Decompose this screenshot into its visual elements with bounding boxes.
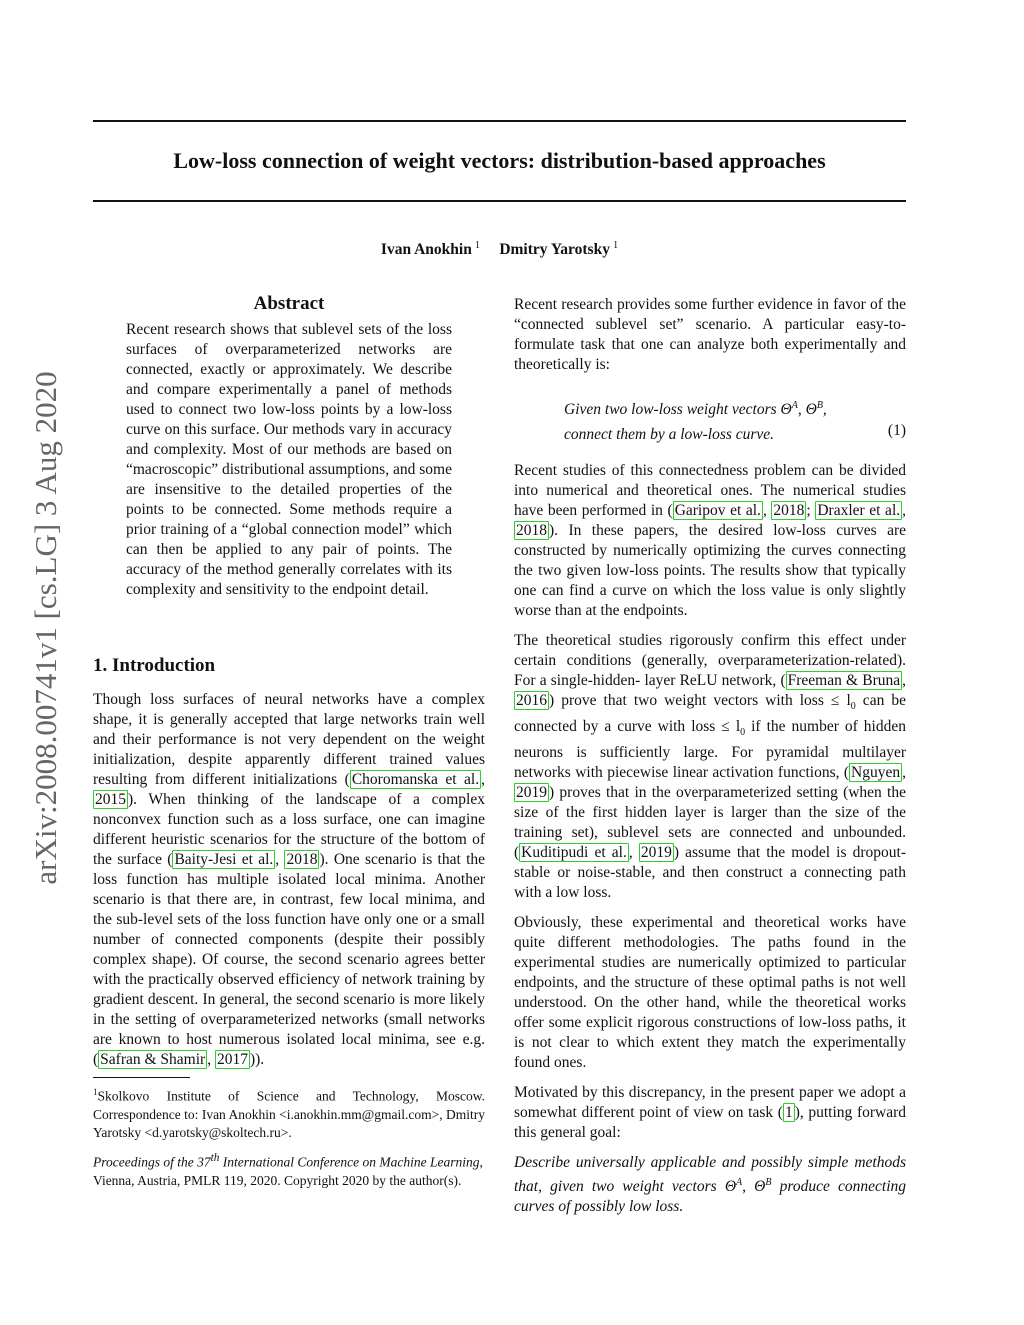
problem-line-2: connect them by a low-loss curve. bbox=[564, 426, 775, 444]
author-name: Ivan Anokhin bbox=[380, 241, 472, 259]
goal-statement: Describe universally applicable and possibly simple methods that, given two weight vectors $\Theta^A$, $\Theta^B$ produce connecting curves of possibly low loss. bbox=[514, 1154, 906, 1216]
arxiv-id: arXiv:2008.00741v1 [cs.LG] 3 Aug 2020 bbox=[28, 371, 63, 885]
equation-number: (1) bbox=[887, 422, 906, 439]
citation-link[interactable]: Nguyen bbox=[851, 764, 901, 782]
author-list bbox=[93, 235, 906, 261]
paragraph: Motivated by this discrepancy, in the present paper we adopt a somewhat different point of view on task ( 1 ), putting forward this general goal: bbox=[514, 1084, 906, 1142]
citation-year-link[interactable]: 2016 bbox=[516, 692, 547, 709]
footnote-rule bbox=[93, 1077, 190, 1078]
footnote-mark: 1 bbox=[93, 1087, 98, 1097]
citation-link[interactable]: Garipov et al. bbox=[674, 502, 761, 519]
citation-year-link[interactable]: 2019 bbox=[516, 784, 547, 802]
problem-line-1: Given two low-loss weight vectors $\Theta^A$, $\Theta^B$, bbox=[564, 400, 827, 419]
citation-link[interactable]: Choromanska et al. bbox=[351, 771, 480, 788]
citation-link[interactable]: Kuditipudi et al. bbox=[521, 844, 627, 862]
intro-paragraph: Though loss surfaces of neural networks have a complex shape, it is generally accepted that large networks train well and their performance is not very dependent on the weight initialization, despite apparently different trained values resulting from different initializations ( Choromanska et al. , 2015 ). When thinking of the landscape of a complex nonconvex function such as a loss surface, one can imagine different heuristic scenarios for the structure of the bottom of the surface ( Baity-Jesi et al. , 2018 ). One scenario is that the loss function has multiple isolated local minima. Another scenario is that there are, in contrast, few local minima, and the sub-level sets of the loss function have only one or a small number of connected components (despite their possibly complex shape). Of course, the second scenario agrees better with the practically observed efficiency of network training by gradient descent. In general, the second scenario is more likely in the setting of overparameterized networks (small networks are known to host numerous isolated local minima, see e.g. ( Safran & Shamir , 2017 )). bbox=[93, 691, 486, 1068]
citation-year-link[interactable]: 2019 bbox=[640, 844, 672, 862]
citation-link[interactable]: Draxler et al. bbox=[817, 502, 901, 519]
section-heading-introduction: 1. Introduction bbox=[93, 655, 216, 676]
citation-year-link[interactable]: 2018 bbox=[286, 851, 318, 868]
citation-link[interactable]: Baity-Jesi et al. bbox=[174, 851, 274, 868]
author-affil: 1 bbox=[613, 240, 619, 251]
paragraph: Obviously, these experimental and theoretical works have quite different methodologies. The paths found in the experimental studies are numerically optimized to particular endpoints, and the structure of these optimal paths is not well understood. On the other hand, while the theoretical works offer some explicit rigorous constructions of low-loss paths, it is not clear to which extent they match the experimentally found ones. bbox=[514, 914, 906, 1072]
abstract-body bbox=[126, 320, 452, 600]
citation-year-link[interactable]: 2017 bbox=[216, 1051, 248, 1068]
citation-year-link[interactable]: 2018 bbox=[516, 522, 547, 539]
paragraph: Recent research provides some further evidence in favor of the “connected sublevel set” scenario. A particular easy-to-formulate task that one can analyze both experimentally and theoretically is: bbox=[514, 296, 906, 373]
problem-statement bbox=[564, 393, 906, 447]
citation-year-link[interactable]: 2018 bbox=[773, 502, 805, 519]
author-name: Dmitry Yarotsky bbox=[499, 241, 610, 259]
author-affil: 1 bbox=[474, 240, 480, 251]
proceedings-note: Proceedings of the 37th International Conference on Machine Learning, Vienna, Austria, PMLR 119, 2020. Copyright 2020 by the author(s). bbox=[93, 1152, 483, 1188]
citation-link[interactable]: Freeman & Bruna bbox=[787, 672, 901, 689]
top-rule bbox=[93, 120, 906, 122]
abstract-heading: Abstract bbox=[253, 293, 325, 314]
title-bottom-rule bbox=[93, 200, 906, 202]
citation-year-link[interactable]: 2015 bbox=[95, 791, 126, 808]
citation-link[interactable]: Safran & Shamir bbox=[100, 1051, 206, 1068]
intro-body bbox=[93, 690, 485, 1070]
right-column-body bbox=[514, 461, 906, 1217]
paper-title: Low-loss connection of weight vectors: distribution-based approaches bbox=[173, 148, 826, 173]
footnote-text: Skolkovo Institute of Science and Technology, Moscow. Correspondence to: Ivan Anokhin <i.anokhin.mm@gmail.com>, Dmitry Yarotsky <d.yarotsky@skoltech.ru>. bbox=[93, 1088, 485, 1140]
right-column-top bbox=[514, 295, 906, 375]
paragraph: Recent studies of this connectedness problem can be divided into numerical and theoretical ones. The numerical studies have been performed in ( Garipov et al. , 2018 ; Draxler et al. , 2018 ). In these papers, the desired low-loss curves are constructed by numerically optimizing the curves connecting the two given low-loss points. The results show that typically one can find a curve on which the loss value is only slightly worse than at the endpoints. bbox=[514, 462, 906, 619]
affiliation-footnote bbox=[93, 1083, 485, 1142]
abstract-text: Recent research shows that sublevel sets of the loss surfaces of overparameterized networks are connected, exactly or approximately. We describe and compare experimentally a panel of methods used to connect two low-loss points by a low-loss curve on this surface. Our methods vary in accuracy and complexity. Most of our methods are based on “macroscopic” distributional assumptions, and some are insensitive to the detailed properties of the points to be connected. Some methods require a prior training of a “global connection model” which can then be applied to any pair of points. The accuracy of the method generally correlates with its complexity and sensitivity to the endpoint detail. bbox=[126, 321, 452, 598]
equation-ref-link[interactable]: 1 bbox=[784, 1104, 793, 1122]
paragraph: The theoretical studies rigorously confirm this effect under certain conditions (generally, overparameterization-related). For a single-hidden- layer ReLU network, ( Freeman & Bruna , 2016 ) prove that two weight vectors with loss ≤ $l_0$ can be connected by a curve with loss ≤ $l_0$ if the number of hidden neurons is sufficiently large. For pyramidal multilayer networks with piecewise linear activation functions, ( Nguyen , 2019 ) proves that in the overparameterized setting (when the size of the first hidden layer is larger than the size of the training set), sublevel sets are connected and unbounded. ( Kuditipudi et al. , 2019 ) assume that the model is dropout-stable or noise-stable, and then construct a connecting path with a low loss. bbox=[514, 632, 907, 902]
